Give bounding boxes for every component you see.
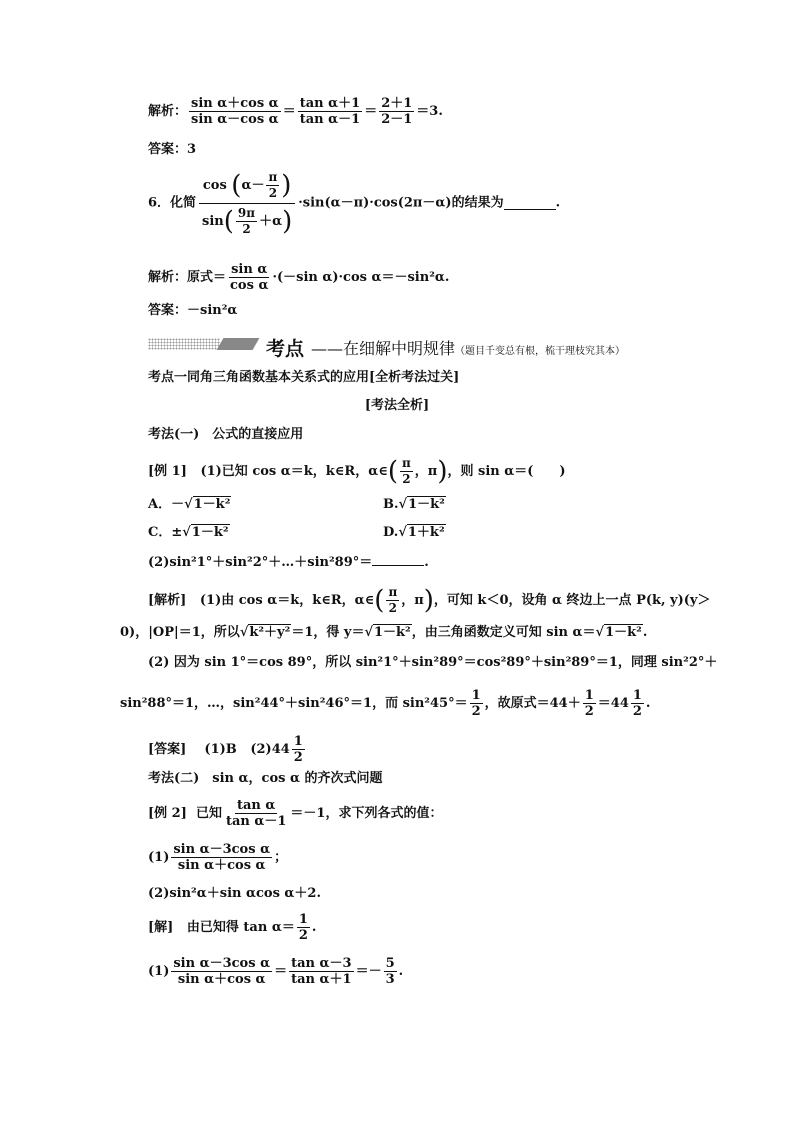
value: 3 — [187, 142, 197, 157]
label: [答案] — [148, 742, 187, 757]
banner-title: 考点 — [266, 338, 305, 360]
numerator: 1 — [632, 688, 642, 703]
fraction — [583, 688, 596, 719]
answer-1: (1)B — [204, 742, 237, 757]
question-6 — [148, 170, 560, 246]
pi-over-2 — [400, 456, 413, 487]
denominator: 2－1 — [381, 112, 413, 127]
text: sin²88°＝1，…，sin²44°＋sin²46°＝1，而 sin²45°＝ — [120, 696, 468, 711]
denominator: cos α — [230, 278, 269, 293]
solution-text: ·(－sin α)·cos α＝－sin²α. — [272, 270, 450, 285]
answer-example-1 — [148, 734, 307, 765]
text: 0)，|OP|＝1，所以 — [120, 625, 240, 640]
label: [解] — [148, 920, 174, 935]
text: ，则 sin α＝( ) — [447, 464, 566, 479]
solution-1-2-line-1: (2) 因为 sin 1°＝cos 89°，所以 sin²1°＋sin²89°＝cos²89°＋sin²89°＝1，同理 sin²2°＋ — [148, 655, 718, 670]
pi: π — [268, 170, 278, 184]
solution-1-line-2: 0)，|OP|＝1，所以√k²＋y²＝1，得 y＝√1－k²，由三角函数定义可知 sin α＝√1－k². — [120, 625, 648, 640]
denominator: sin α＋cos α — [177, 858, 266, 873]
denominator: sin α＋cos α — [177, 972, 266, 987]
cos-text: cos — [202, 178, 227, 193]
numerator: sin α－3cos α — [173, 956, 271, 971]
example-1-part-2: (2)sin²1°＋sin²2°＋…＋sin²89°＝ . — [148, 555, 429, 570]
label: B. — [383, 497, 399, 512]
denominator: 2 — [471, 704, 481, 719]
numerator: tan α — [236, 798, 276, 813]
solution-6 — [148, 262, 449, 293]
solution-5: 解析： $\frac{\text{sin α＋cos α}}{\text{sin α－cos α}}$ ＝ $\frac{\text{tan α＋1}}{\text{tan α－1}}$ ＝ $\frac{2+1}{2-1}$ ＝3. — [148, 96, 443, 127]
option-d: D.√1＋k² — [383, 525, 445, 540]
fraction — [171, 842, 272, 873]
denominator: sin α－cos α — [191, 112, 279, 127]
label: C．± — [148, 525, 183, 540]
numerator: tan α＋1 — [299, 96, 361, 111]
numerator: sin α－3cos α — [173, 842, 271, 857]
value: －sin²α — [187, 303, 238, 318]
label: [解析] — [148, 593, 187, 608]
text: (1)由 cos α＝k，k∈R，α∈ — [199, 593, 375, 608]
option-c: C．±√1－k² — [148, 525, 229, 540]
section-title: 考点一同角三角函数基本关系式的应用[全析考法过关] — [148, 370, 460, 385]
section-banner — [148, 334, 678, 360]
punct: ； — [274, 850, 288, 865]
banner-note: （题目千变总有根，梳干理枝究其本） — [455, 346, 626, 357]
period: . — [398, 964, 404, 979]
text: (1)已知 cos α＝k，k∈R，α∈ — [200, 464, 388, 479]
answer-5 — [148, 142, 196, 158]
text: ＝－1，求下列各式的值： — [290, 806, 443, 821]
pi-over-2 — [266, 170, 279, 201]
tail: ＋α — [259, 214, 283, 229]
label: 答案： — [148, 303, 188, 318]
method-2-title: 考法(二) sin α，cos α 的齐次式问题 — [148, 771, 383, 786]
answer-blank — [372, 553, 424, 566]
banner-subtitle — [311, 336, 625, 359]
fraction — [171, 956, 272, 987]
solution-1-2-line-2 — [120, 688, 650, 719]
label: A．－ — [148, 497, 185, 512]
numerator: sin α — [231, 262, 268, 277]
denominator: tan α＋1 — [291, 972, 352, 987]
text: ，故原式＝44＋ — [484, 696, 581, 711]
text: (2)sin²1°＋sin²2°＋…＋sin²89°＝ — [148, 555, 373, 570]
fraction — [297, 912, 310, 943]
denominator: sin( $\frac{9\pi}{2}$ ＋α) — [202, 206, 293, 237]
radicand: 1－k² — [191, 525, 229, 540]
option-a: A．－√1－k² — [148, 497, 231, 512]
fraction — [379, 96, 414, 127]
fraction — [228, 262, 270, 293]
radicand: 1－k² — [408, 497, 445, 512]
denominator: 2 — [632, 704, 642, 719]
text: ＝1，得 y＝ — [291, 625, 365, 640]
question-label: 6．化简 — [148, 195, 197, 211]
solution-2 — [148, 912, 316, 943]
example-2 — [148, 798, 442, 829]
period: . — [645, 696, 651, 711]
question-text: ·sin(α－π)·cos(2π－α)的结果为 — [298, 195, 504, 211]
example-2-part-1 — [148, 842, 287, 873]
comma-pi: ，π — [414, 464, 438, 479]
numerator: tan α－3 — [291, 956, 352, 971]
numerator: 1 — [298, 912, 308, 927]
two: 2 — [268, 186, 278, 200]
radicand: 1＋k² — [407, 525, 445, 540]
fraction — [631, 688, 644, 719]
radicand: 1－k² — [605, 625, 642, 640]
subtitle-text: ——在细解中明规律 — [311, 339, 456, 358]
label: [例 2] — [148, 806, 187, 821]
inner-text: α－ — [241, 178, 265, 193]
period: . — [642, 625, 648, 640]
complex-fraction — [198, 170, 296, 237]
period: . — [555, 195, 561, 211]
label: 答案： — [148, 142, 188, 157]
fraction — [289, 956, 353, 987]
label: 解析：原式＝ — [148, 270, 227, 285]
method-1-title: 考法(一) 公式的直接应用 — [148, 427, 304, 442]
denominator: 2 — [298, 928, 308, 943]
label: (1) — [148, 964, 170, 979]
numerator: 5 — [385, 956, 395, 971]
numerator: 1 — [471, 688, 481, 703]
period: . — [311, 920, 317, 935]
fraction — [224, 798, 288, 829]
nine-pi-over-2 — [236, 206, 257, 237]
answer-blank — [504, 197, 556, 210]
sin-text: sin — [202, 214, 224, 229]
denominator: tan α－1 — [225, 814, 287, 829]
denominator: tan α－1 — [299, 112, 361, 127]
analysis-title: [考法全析] — [364, 398, 430, 413]
radicand: k²＋y² — [249, 625, 291, 640]
radicand: 1－k² — [374, 625, 411, 640]
option-b: B.√1－k² — [383, 497, 445, 512]
label: 解析： — [148, 104, 188, 119]
numerator: sin α＋cos α — [191, 96, 279, 111]
fraction — [189, 96, 281, 127]
dotted-decoration — [148, 338, 220, 350]
two: 2 — [242, 222, 251, 236]
pi-over-2 — [386, 585, 399, 616]
radicand: 1－k² — [193, 497, 231, 512]
example-1: [例 1] (1)已知 cos α＝k，k∈R，α∈( $\frac{\pi}{2}$ ，π)，则 sin α＝( ) — [148, 456, 566, 487]
fraction — [470, 688, 483, 719]
slash-decoration — [217, 338, 260, 350]
solution-1-line-1: [解析] (1)由 cos α＝k，k∈R，α∈( $\frac{\pi}{2}$ ，π)，可知 k＜0，设角 α 终边上一点 P(k, y)(y＞ — [148, 585, 711, 616]
denominator: 2 — [584, 704, 594, 719]
two: 2 — [402, 472, 411, 486]
denominator: 3 — [385, 972, 395, 987]
label: [例 1] — [148, 464, 187, 479]
numerator: cos (α－ $\frac{\pi}{2}$ ) — [199, 170, 296, 204]
solution-2-part-1: (1) $\frac{\text{sin α－3cos α}}{\text{sin α＋cos α}}$ ＝ $\frac{\text{tan α－3}}{\text{tan α＋1}}$ ＝－ $\frac{5}{3}$ . — [148, 956, 404, 987]
fraction — [384, 956, 397, 987]
text: 由已知得 tan α＝ — [186, 920, 295, 935]
numerator: 1 — [293, 734, 303, 749]
label: (1) — [148, 850, 170, 865]
label: D. — [383, 525, 399, 540]
numerator: 1 — [584, 688, 594, 703]
comma-pi: ，π — [401, 593, 424, 608]
example-2-part-2: (2)sin²α＋sin αcos α＋2. — [148, 886, 321, 901]
denominator: 2 — [293, 750, 303, 765]
fraction — [298, 96, 362, 127]
answer-2: (2)44 — [250, 742, 290, 757]
answer-6 — [148, 303, 237, 319]
text: ，由三角函数定义可知 sin α＝ — [411, 625, 596, 640]
text: ，可知 k＜0，设角 α 终边上一点 P(k, y)(y＞ — [433, 593, 711, 608]
pi: π — [388, 585, 398, 599]
result: ＝3. — [416, 104, 443, 119]
two: 2 — [388, 601, 398, 615]
minus: ＝－ — [355, 964, 382, 979]
numerator: 2＋1 — [381, 96, 413, 111]
pi: π — [402, 456, 411, 470]
text: 已知 — [195, 806, 222, 821]
nine-pi: 9π — [237, 206, 256, 220]
fraction — [292, 734, 305, 765]
text: ＝44 — [597, 696, 629, 711]
